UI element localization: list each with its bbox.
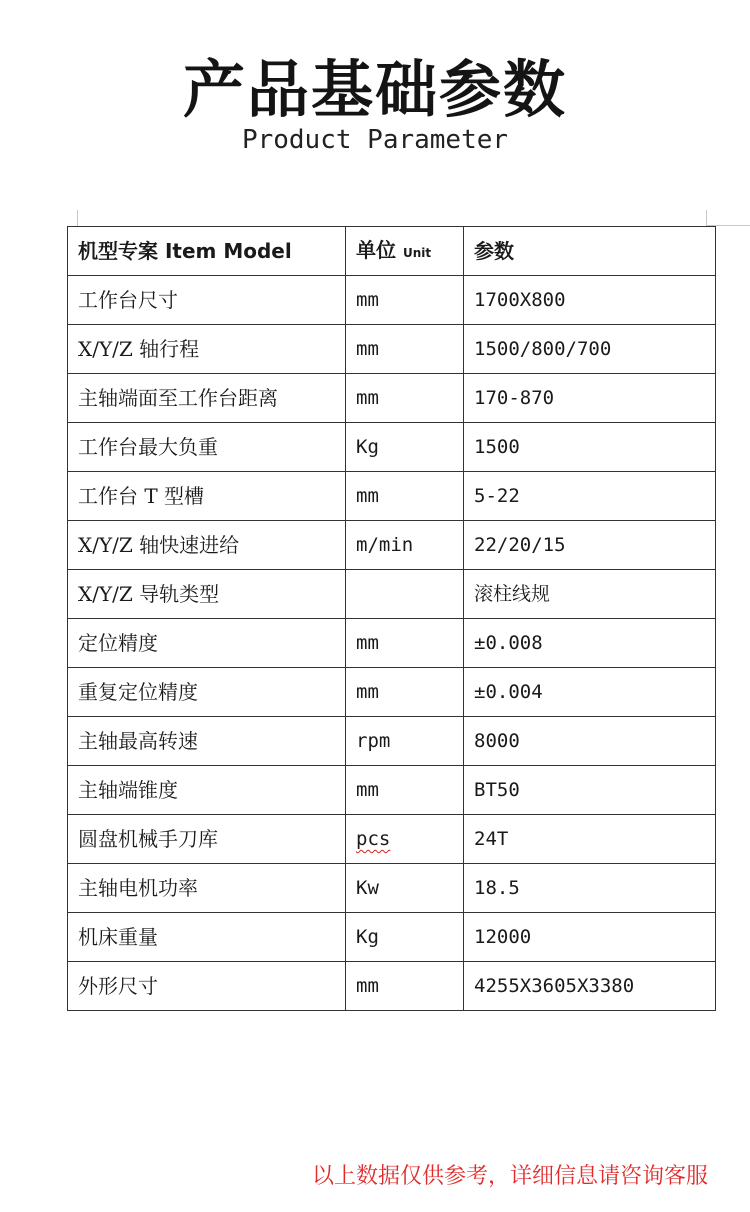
row-value: 8000 bbox=[464, 717, 716, 766]
row-unit bbox=[346, 472, 464, 521]
row-item: 圆盘机械手刀库 bbox=[68, 815, 346, 864]
row-unit-text: m/min bbox=[356, 534, 414, 556]
row-item: 主轴电机功率 bbox=[68, 864, 346, 913]
table-row bbox=[68, 864, 716, 913]
row-item: X/Y/Z 轴行程 bbox=[68, 325, 346, 374]
row-unit bbox=[346, 325, 464, 374]
header-parameter: 参数 bbox=[464, 227, 716, 276]
row-item: 工作台最大负重 bbox=[68, 423, 346, 472]
row-unit-text: Kg bbox=[356, 926, 379, 948]
table-row bbox=[68, 276, 716, 325]
table-header-row bbox=[68, 227, 716, 276]
page-subtitle: Product Parameter bbox=[241, 125, 509, 155]
table-row bbox=[68, 570, 716, 619]
row-unit-text: mm bbox=[356, 632, 379, 654]
table-row bbox=[68, 913, 716, 962]
row-value: BT50 bbox=[464, 766, 716, 815]
header-unit-cn: 单位 bbox=[356, 237, 396, 262]
row-item: X/Y/Z 轴快速进给 bbox=[68, 521, 346, 570]
page-title: 产品基础参数 bbox=[182, 53, 567, 126]
header-item-cn: 机型专案 bbox=[78, 239, 158, 263]
row-value: 24T bbox=[464, 815, 716, 864]
row-unit-text: mm bbox=[356, 975, 379, 997]
row-unit-text: mm bbox=[356, 485, 379, 507]
row-item: 重复定位精度 bbox=[68, 668, 346, 717]
row-item: 工作台 T 型槽 bbox=[68, 472, 346, 521]
table-row bbox=[68, 521, 716, 570]
table-row bbox=[68, 668, 716, 717]
row-unit bbox=[346, 423, 464, 472]
row-value: ±0.008 bbox=[464, 619, 716, 668]
crop-mark-right bbox=[706, 210, 707, 226]
row-value: 1700X800 bbox=[464, 276, 716, 325]
row-value: 22/20/15 bbox=[464, 521, 716, 570]
row-unit-text: mm bbox=[356, 779, 379, 801]
row-value: 1500/800/700 bbox=[464, 325, 716, 374]
row-unit bbox=[346, 815, 464, 864]
table-row bbox=[68, 472, 716, 521]
row-unit bbox=[346, 374, 464, 423]
row-value: 5-22 bbox=[464, 472, 716, 521]
row-item: 主轴端锥度 bbox=[68, 766, 346, 815]
row-unit bbox=[346, 521, 464, 570]
table-row bbox=[68, 619, 716, 668]
table-row bbox=[68, 962, 716, 1011]
table-row bbox=[68, 374, 716, 423]
row-item: 外形尺寸 bbox=[68, 962, 346, 1011]
row-item: 主轴端面至工作台距离 bbox=[68, 374, 346, 423]
row-item: 工作台尺寸 bbox=[68, 276, 346, 325]
table-row bbox=[68, 815, 716, 864]
row-value: ±0.004 bbox=[464, 668, 716, 717]
row-value: 12000 bbox=[464, 913, 716, 962]
row-unit-text: mm bbox=[356, 681, 379, 703]
row-unit bbox=[346, 717, 464, 766]
crop-mark-left bbox=[77, 210, 78, 226]
table-row bbox=[68, 325, 716, 374]
row-unit-text: mm bbox=[356, 387, 379, 409]
row-unit bbox=[346, 766, 464, 815]
header-item-model bbox=[68, 227, 346, 276]
header-unit-en: Unit bbox=[402, 245, 432, 260]
row-item: 定位精度 bbox=[68, 619, 346, 668]
row-value: 18.5 bbox=[464, 864, 716, 913]
row-unit bbox=[346, 962, 464, 1011]
header-item-en: Item Model bbox=[164, 239, 292, 263]
row-item: X/Y/Z 导轨类型 bbox=[68, 570, 346, 619]
row-unit bbox=[346, 619, 464, 668]
row-unit-text: pcs bbox=[356, 828, 391, 850]
disclaimer-note: 以上数据仅供参考，详细信息请咨询客服 bbox=[311, 1164, 708, 1189]
row-unit bbox=[346, 570, 464, 619]
row-value: 1500 bbox=[464, 423, 716, 472]
row-item: 机床重量 bbox=[68, 913, 346, 962]
table-row bbox=[68, 717, 716, 766]
row-unit-text: rpm bbox=[356, 730, 391, 752]
row-unit-text: Kw bbox=[356, 877, 379, 899]
table-row bbox=[68, 766, 716, 815]
row-unit bbox=[346, 864, 464, 913]
row-item: 主轴最高转速 bbox=[68, 717, 346, 766]
row-value: 170-870 bbox=[464, 374, 716, 423]
row-unit bbox=[346, 276, 464, 325]
row-value: 4255X3605X3380 bbox=[464, 962, 716, 1011]
row-unit-text: Kg bbox=[356, 436, 379, 458]
row-value: 滚柱线规 bbox=[464, 570, 716, 619]
header-unit bbox=[346, 227, 464, 276]
row-unit bbox=[346, 668, 464, 717]
row-unit-text: mm bbox=[356, 289, 379, 311]
row-unit-text: mm bbox=[356, 338, 379, 360]
table-row bbox=[68, 423, 716, 472]
row-unit bbox=[346, 913, 464, 962]
parameter-table bbox=[67, 226, 716, 1011]
